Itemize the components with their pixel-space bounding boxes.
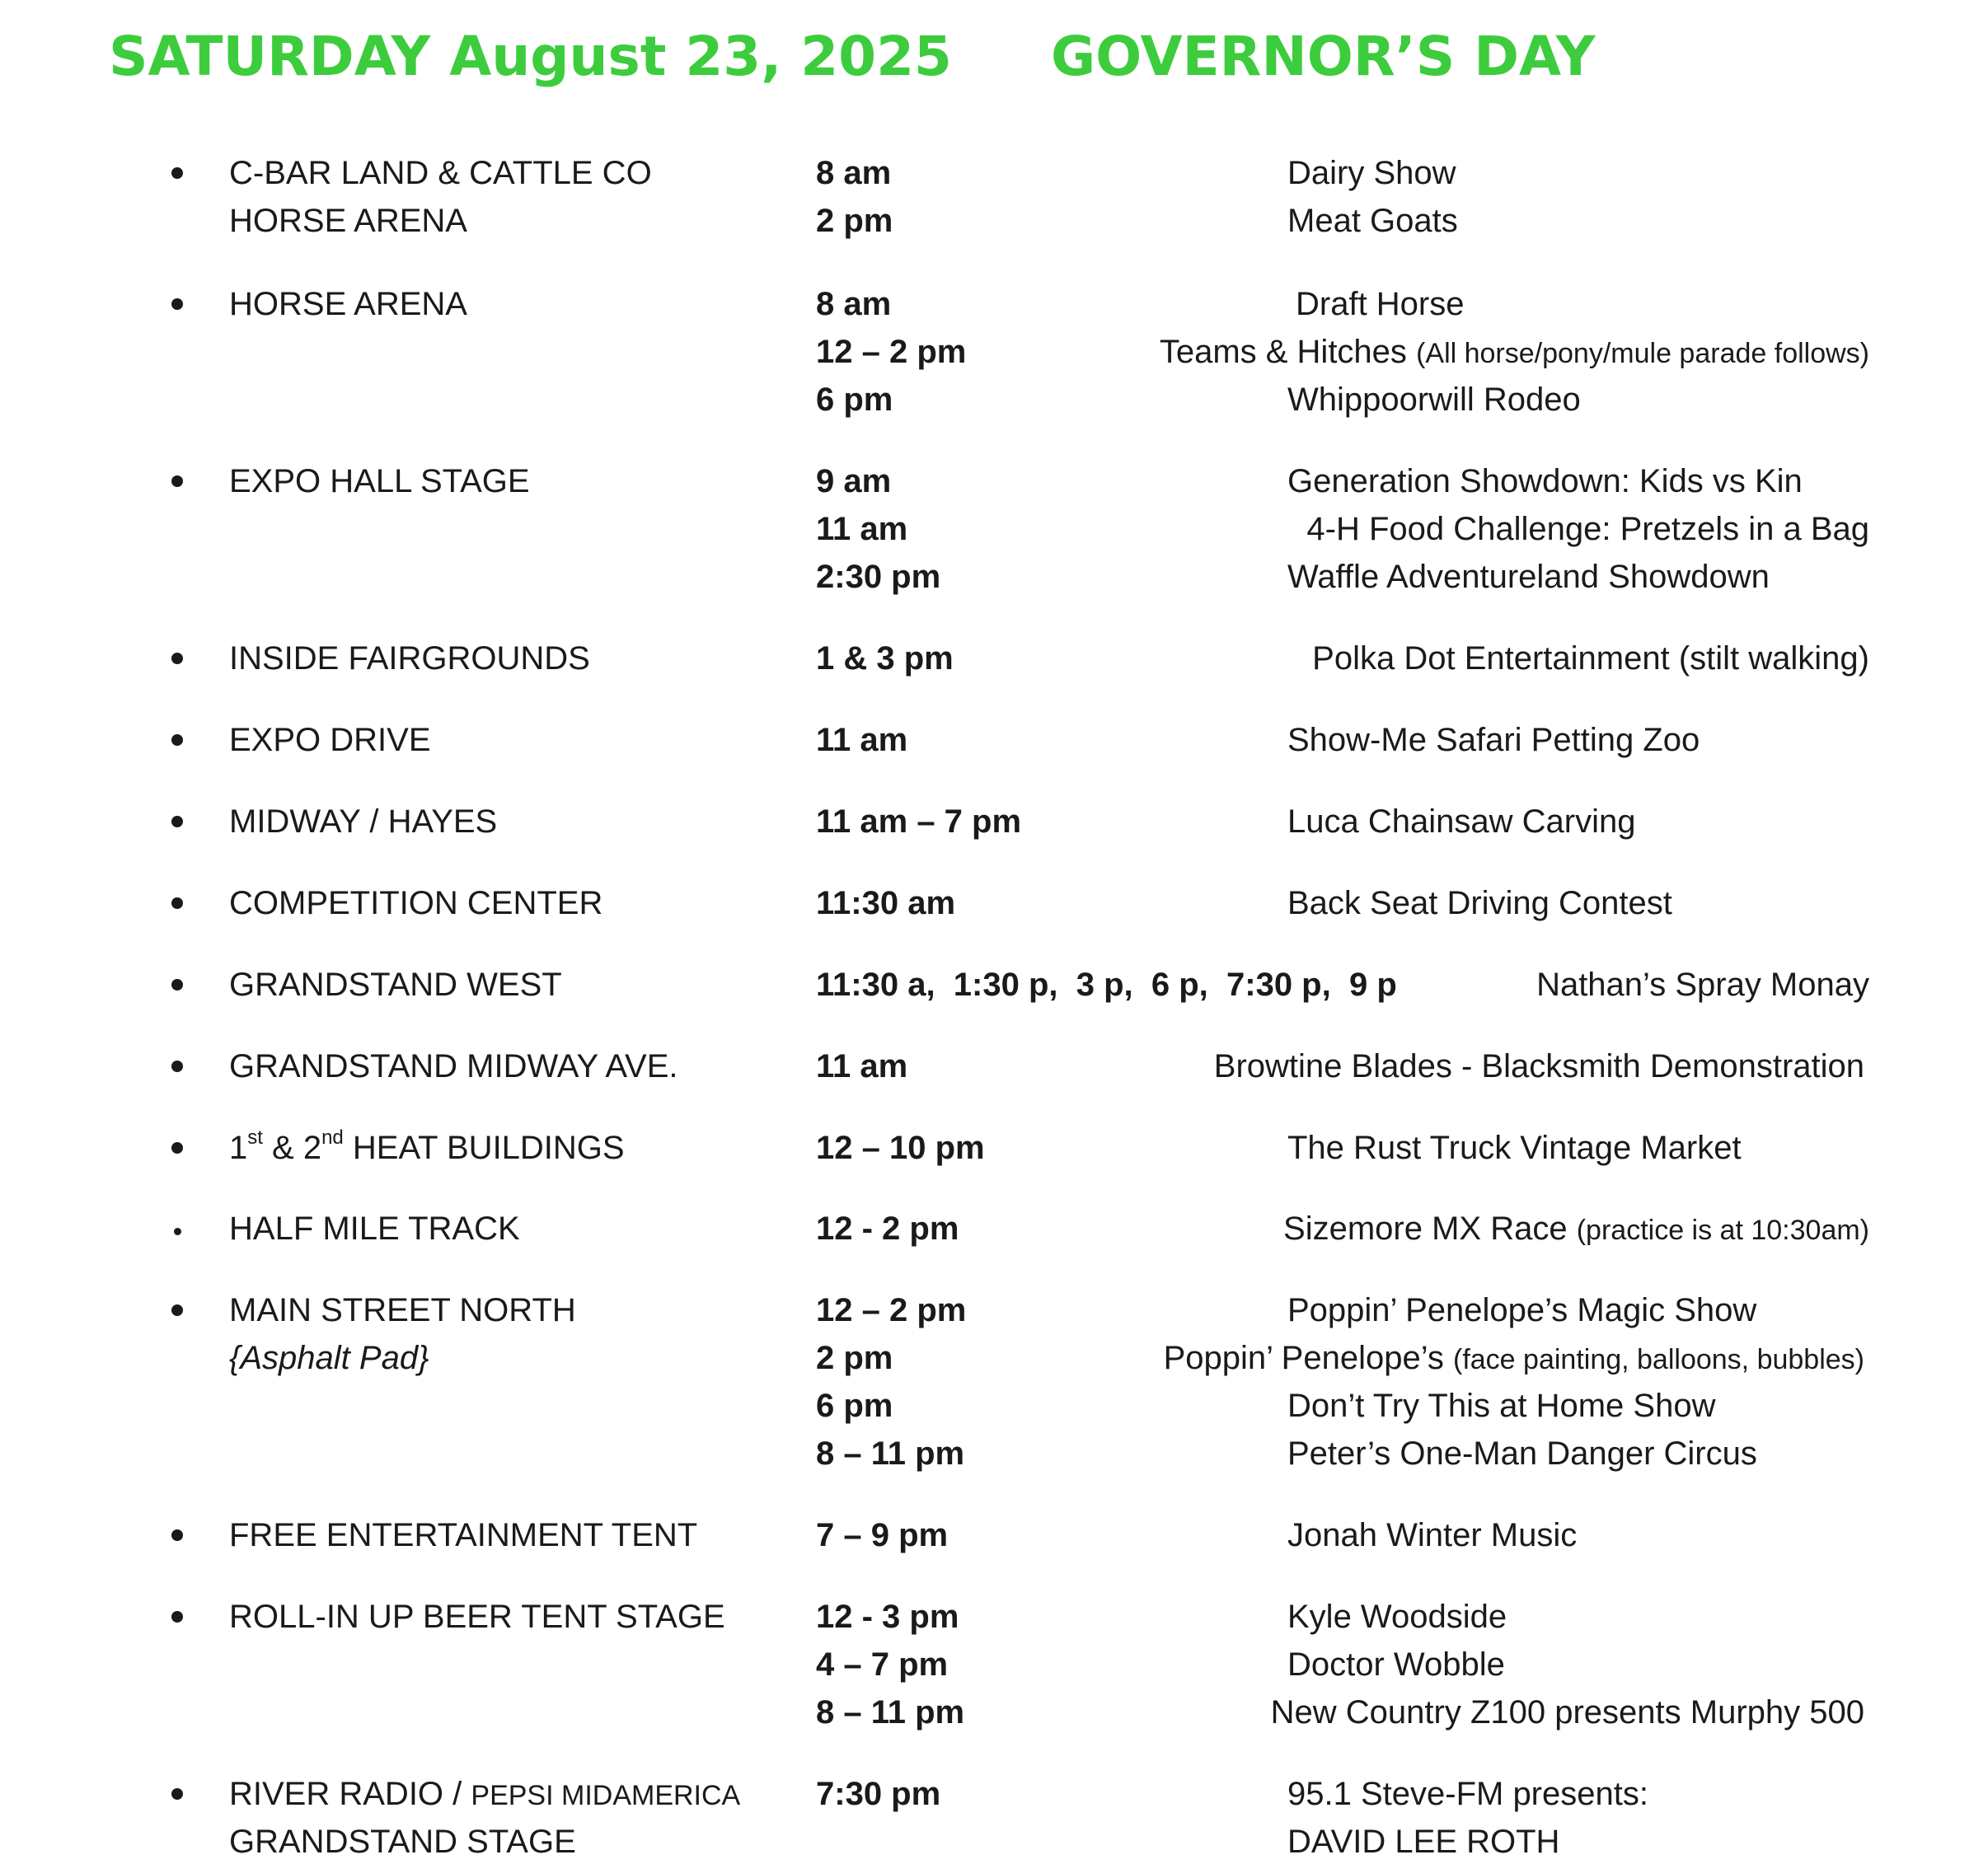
location-line-2: HORSE ARENA bbox=[229, 203, 467, 239]
location: INSIDE FAIRGROUNDS bbox=[229, 640, 590, 677]
schedule-row bbox=[0, 1431, 1988, 1476]
time: 1 & 3 pm bbox=[816, 640, 954, 677]
time: 11 am bbox=[816, 1048, 908, 1084]
headliner: DAVID LEE ROTH bbox=[1287, 1824, 1560, 1860]
ordinal-suffix: st bbox=[247, 1126, 263, 1149]
schedule-row bbox=[0, 1206, 1988, 1251]
location-line-2: GRANDSTAND STAGE bbox=[229, 1824, 576, 1860]
location: HORSE ARENA bbox=[229, 286, 467, 322]
location: HALF MILE TRACK bbox=[229, 1211, 520, 1247]
activity: 95.1 Steve-FM presents: bbox=[1287, 1776, 1648, 1812]
activity bbox=[1283, 1206, 1869, 1253]
activity: Poppin’ Penelope’s Magic Show bbox=[1287, 1292, 1757, 1328]
activity bbox=[1160, 330, 1869, 376]
time: 8 – 11 pm bbox=[816, 1435, 965, 1472]
time: 11:30 am bbox=[816, 885, 956, 921]
activity-note: (All horse/pony/mule parade follows) bbox=[1416, 338, 1869, 369]
schedule-row bbox=[0, 1044, 1988, 1089]
time: 11:30 a, 1:30 p, 3 p, 6 p, 7:30 p, 9 p bbox=[816, 967, 1397, 1003]
activity-note: (practice is at 10:30am) bbox=[1576, 1215, 1869, 1246]
schedule-row bbox=[0, 1513, 1988, 1557]
activity: The Rust Truck Vintage Market bbox=[1287, 1130, 1742, 1166]
activity: Peter’s One-Man Danger Circus bbox=[1287, 1435, 1757, 1472]
schedule-row bbox=[0, 962, 1988, 1007]
activity: 4-H Food Challenge: Pretzels in a Bag bbox=[1306, 511, 1869, 547]
time: 9 am bbox=[816, 463, 892, 499]
schedule-date: SATURDAY August 23, 2025 bbox=[109, 25, 952, 88]
schedule-row bbox=[0, 199, 1988, 243]
page-header bbox=[109, 25, 1922, 107]
schedule-row bbox=[0, 1336, 1988, 1380]
location: GRANDSTAND MIDWAY AVE. bbox=[229, 1048, 678, 1084]
time: 6 pm bbox=[816, 1388, 893, 1424]
location bbox=[229, 1126, 625, 1170]
time: 7 – 9 pm bbox=[816, 1517, 949, 1553]
schedule-row bbox=[0, 1384, 1988, 1428]
time: 6 pm bbox=[816, 382, 893, 418]
schedule-row bbox=[0, 799, 1988, 844]
location-part: RIVER RADIO / bbox=[229, 1776, 471, 1812]
activity: Luca Chainsaw Carving bbox=[1287, 803, 1636, 840]
schedule-row bbox=[0, 1690, 1988, 1735]
activity bbox=[1164, 1336, 1864, 1382]
activity: Kyle Woodside bbox=[1287, 1599, 1507, 1635]
location-part: 1 bbox=[229, 1130, 248, 1166]
event-title: GOVERNOR’S DAY bbox=[1051, 25, 1596, 88]
schedule-row bbox=[0, 377, 1988, 422]
activity: Meat Goats bbox=[1287, 203, 1458, 239]
time: 8 am bbox=[816, 286, 892, 322]
time: 11 am bbox=[816, 511, 908, 547]
schedule-row bbox=[0, 330, 1988, 374]
time: 12 - 3 pm bbox=[816, 1599, 959, 1635]
activity: Polka Dot Entertainment (stilt walking) bbox=[1312, 640, 1869, 677]
activity: Back Seat Driving Contest bbox=[1287, 885, 1672, 921]
activity: Show-Me Safari Petting Zoo bbox=[1287, 722, 1700, 758]
location-line-2: {Asphalt Pad} bbox=[229, 1340, 429, 1376]
location: COMPETITION CENTER bbox=[229, 885, 603, 921]
location bbox=[229, 1772, 740, 1818]
time: 2 pm bbox=[816, 1340, 893, 1376]
location: C-BAR LAND & CATTLE CO bbox=[229, 155, 652, 191]
schedule-row bbox=[0, 1288, 1988, 1332]
location: ROLL-IN UP BEER TENT STAGE bbox=[229, 1599, 725, 1635]
ordinal-suffix: nd bbox=[321, 1126, 344, 1149]
schedule-row bbox=[0, 1126, 1988, 1170]
time: 4 – 7 pm bbox=[816, 1646, 949, 1683]
activity-name: Teams & Hitches bbox=[1159, 334, 1407, 370]
location: FREE ENTERTAINMENT TENT bbox=[229, 1517, 698, 1553]
time: 12 – 2 pm bbox=[816, 1292, 967, 1328]
activity: Draft Horse bbox=[1296, 286, 1465, 322]
activity: Doctor Wobble bbox=[1287, 1646, 1505, 1683]
activity: Whippoorwill Rodeo bbox=[1287, 382, 1581, 418]
location: GRANDSTAND WEST bbox=[229, 967, 562, 1003]
schedule-row bbox=[0, 459, 1988, 503]
schedule-row bbox=[0, 1772, 1988, 1816]
location-part: HEAT BUILDINGS bbox=[343, 1130, 625, 1166]
schedule-row bbox=[0, 1595, 1988, 1639]
activity: Don’t Try This at Home Show bbox=[1287, 1388, 1716, 1424]
schedule-row bbox=[0, 718, 1988, 762]
time: 12 – 10 pm bbox=[816, 1130, 985, 1166]
activity: New Country Z100 presents Murphy 500 bbox=[1270, 1694, 1864, 1731]
schedule-row bbox=[0, 1642, 1988, 1687]
schedule-row bbox=[0, 636, 1988, 681]
location-part: & 2 bbox=[262, 1130, 322, 1166]
schedule-row bbox=[0, 1820, 1988, 1864]
schedule-row bbox=[0, 555, 1988, 599]
time: 12 – 2 pm bbox=[816, 334, 967, 370]
schedule-row bbox=[0, 282, 1988, 326]
activity: Browtine Blades - Blacksmith Demonstration bbox=[1213, 1048, 1864, 1084]
schedule-row bbox=[0, 507, 1988, 551]
activity: Generation Showdown: Kids vs Kin bbox=[1287, 463, 1803, 499]
activity: Jonah Winter Music bbox=[1287, 1517, 1578, 1553]
activity: Dairy Show bbox=[1287, 155, 1456, 191]
location: EXPO HALL STAGE bbox=[229, 463, 530, 499]
time: 2:30 pm bbox=[816, 559, 941, 595]
time: 7:30 pm bbox=[816, 1776, 941, 1812]
activity-name: Sizemore MX Race bbox=[1283, 1211, 1568, 1247]
schedule-row bbox=[0, 151, 1988, 195]
time: 8 am bbox=[816, 155, 892, 191]
schedule-row bbox=[0, 881, 1988, 925]
time: 11 am – 7 pm bbox=[816, 803, 1022, 840]
activity-note: (face painting, balloons, bubbles) bbox=[1453, 1344, 1864, 1375]
location: MAIN STREET NORTH bbox=[229, 1292, 576, 1328]
time: 2 pm bbox=[816, 203, 893, 239]
time: 12 - 2 pm bbox=[816, 1211, 959, 1247]
activity: Nathan’s Spray Monay bbox=[1536, 967, 1869, 1003]
activity: Waffle Adventureland Showdown bbox=[1287, 559, 1770, 595]
activity-name: Poppin’ Penelope’s bbox=[1163, 1340, 1444, 1376]
time: 11 am bbox=[816, 722, 908, 758]
time: 8 – 11 pm bbox=[816, 1694, 965, 1731]
location: MIDWAY / HAYES bbox=[229, 803, 498, 840]
location: EXPO DRIVE bbox=[229, 722, 431, 758]
sponsor-name: PEPSI MIDAMERICA bbox=[471, 1780, 741, 1811]
